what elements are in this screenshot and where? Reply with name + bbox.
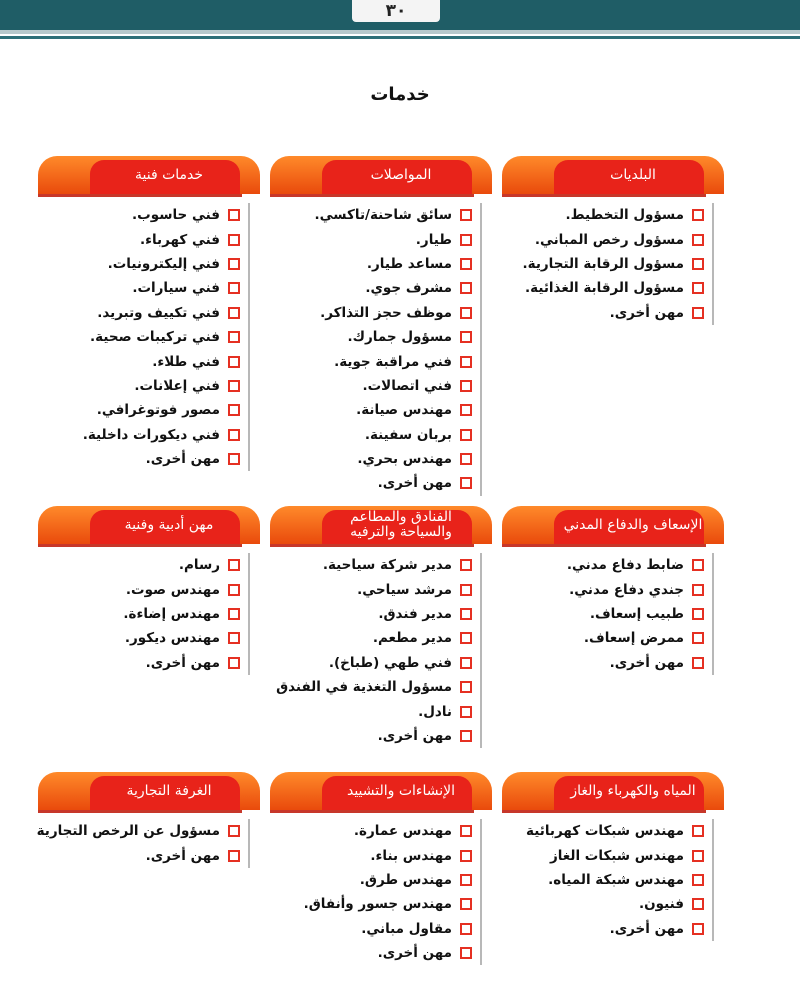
item-label: مهن أخرى. (377, 945, 452, 962)
square-bullet-icon (460, 657, 472, 669)
square-bullet-icon (692, 258, 704, 270)
item-label: مهن أخرى. (609, 304, 684, 321)
section-title: الفنادق والمطاعم والسياحة والترفيه (350, 509, 452, 540)
item-list (270, 819, 482, 965)
list-item (270, 626, 472, 650)
square-bullet-icon (460, 429, 472, 441)
list-item (270, 227, 472, 251)
square-bullet-icon (460, 923, 472, 935)
item-label: فنيون. (639, 896, 684, 913)
square-bullet-icon (228, 559, 240, 571)
list-item (38, 819, 240, 843)
square-bullet-icon (692, 923, 704, 935)
square-bullet-icon (228, 234, 240, 246)
list-item (38, 374, 240, 398)
list-item (502, 843, 704, 867)
section-title: الإسعاف والدفاع المدني (563, 516, 703, 533)
item-label: مقاول مباني. (361, 920, 452, 937)
list-item (502, 276, 704, 300)
list-item (270, 868, 472, 892)
square-bullet-icon (460, 258, 472, 270)
square-bullet-icon (692, 209, 704, 221)
section-municipalities (502, 156, 724, 325)
square-bullet-icon (460, 559, 472, 571)
item-label: مرشد سياحي. (357, 581, 452, 598)
list-item (270, 675, 472, 699)
item-label: بربان سفينة. (364, 426, 452, 443)
section-civil-defense (502, 506, 724, 675)
square-bullet-icon (460, 282, 472, 294)
list-item (502, 819, 704, 843)
list-item (38, 423, 240, 447)
list-item (270, 471, 472, 495)
item-label: مهندس شبكات الغاز (549, 847, 684, 864)
section-hotels-tourism (270, 506, 492, 748)
section-literary-arts (38, 506, 260, 675)
item-label: فني طلاء. (152, 353, 220, 370)
item-label: فني مراقبة جوية. (334, 353, 452, 370)
square-bullet-icon (228, 282, 240, 294)
list-item (270, 941, 472, 965)
square-bullet-icon (228, 825, 240, 837)
item-label: طبيب إسعاف. (589, 605, 684, 622)
square-bullet-icon (692, 307, 704, 319)
section-chamber-of-commerce (38, 772, 260, 868)
item-label: رسام. (178, 557, 220, 574)
list-item (270, 423, 472, 447)
section-title: خدمات فنية (134, 166, 204, 183)
item-label: ضابط دفاع مدني. (566, 557, 684, 574)
list-item (38, 626, 240, 650)
item-label: مهن أخرى. (609, 654, 684, 671)
item-list (270, 553, 482, 748)
list-item (502, 626, 704, 650)
list-item (270, 447, 472, 471)
square-bullet-icon (692, 234, 704, 246)
square-bullet-icon (228, 453, 240, 465)
item-label: طيار. (415, 231, 452, 248)
item-label: فني إعلانات. (134, 377, 220, 394)
list-item (270, 699, 472, 723)
item-label: مهندس صوت. (125, 581, 220, 598)
square-bullet-icon (460, 477, 472, 489)
list-item (502, 227, 704, 251)
item-label: مهندس جسور وأنفاق. (303, 896, 452, 913)
list-item (502, 651, 704, 675)
square-bullet-icon (228, 307, 240, 319)
list-item (502, 602, 704, 626)
list-item (270, 724, 472, 748)
list-item (270, 325, 472, 349)
list-item (270, 276, 472, 300)
square-bullet-icon (228, 404, 240, 416)
item-label: مهن أخرى. (145, 451, 220, 468)
square-bullet-icon (692, 584, 704, 596)
item-label: مهندس طرق. (359, 871, 452, 888)
square-bullet-icon (460, 825, 472, 837)
item-label: فني تكييف وتبريد. (97, 304, 220, 321)
square-bullet-icon (460, 404, 472, 416)
square-bullet-icon (228, 657, 240, 669)
section-header (502, 156, 724, 194)
item-label: موظف حجز التذاكر. (320, 304, 452, 321)
item-label: مهندس شبكة المياه. (548, 871, 684, 888)
item-label: مسؤول الرقابة الغذائية. (525, 280, 684, 297)
section-title: البلديات (610, 166, 656, 183)
list-item (270, 374, 472, 398)
item-label: مهندس بناء. (370, 847, 452, 864)
list-item (270, 651, 472, 675)
section-header (38, 772, 260, 810)
square-bullet-icon (228, 850, 240, 862)
item-label: مصور فوتوغرافي. (96, 402, 220, 419)
square-bullet-icon (692, 874, 704, 886)
section-header (270, 506, 492, 544)
list-item (38, 276, 240, 300)
square-bullet-icon (228, 632, 240, 644)
square-bullet-icon (692, 825, 704, 837)
item-label: نادل. (418, 703, 452, 720)
section-title: المواصلات (370, 166, 432, 183)
square-bullet-icon (460, 608, 472, 620)
section-header (502, 506, 724, 544)
list-item (502, 577, 704, 601)
list-item (38, 843, 240, 867)
square-bullet-icon (460, 706, 472, 718)
list-item (270, 917, 472, 941)
section-header (38, 506, 260, 544)
item-label: مهندس إضاءة. (123, 605, 220, 622)
list-item (38, 301, 240, 325)
item-label: ممرض إسعاف. (583, 630, 684, 647)
section-technical-services (38, 156, 260, 471)
list-item (502, 252, 704, 276)
square-bullet-icon (228, 608, 240, 620)
square-bullet-icon (460, 632, 472, 644)
item-label: مساعد طيار. (366, 255, 452, 272)
square-bullet-icon (228, 429, 240, 441)
item-label: فني حاسوب. (132, 207, 220, 224)
item-list (38, 203, 250, 471)
square-bullet-icon (460, 681, 472, 693)
list-item (38, 651, 240, 675)
list-item (270, 203, 472, 227)
item-label: فني تركيبات صحية. (90, 329, 220, 346)
square-bullet-icon (228, 331, 240, 343)
section-transportation (270, 156, 492, 496)
list-item (502, 301, 704, 325)
list-item (38, 252, 240, 276)
list-item (38, 227, 240, 251)
list-item (38, 602, 240, 626)
item-label: مدير شركة سياحية. (322, 557, 452, 574)
square-bullet-icon (460, 380, 472, 392)
item-label: جندي دفاع مدني. (569, 581, 684, 598)
section-construction (270, 772, 492, 965)
section-title: الغرفة التجارية (126, 782, 212, 799)
item-label: مسؤول عن الرخص التجارية (36, 823, 220, 840)
list-item (502, 892, 704, 916)
list-item (502, 203, 704, 227)
item-label: فني اتصالات. (362, 377, 452, 394)
item-label: مهندس ديكور. (124, 630, 220, 647)
item-label: مدير مطعم. (372, 630, 452, 647)
square-bullet-icon (460, 898, 472, 910)
list-item (270, 819, 472, 843)
square-bullet-icon (460, 209, 472, 221)
list-item (38, 203, 240, 227)
top-divider (0, 36, 800, 39)
square-bullet-icon (460, 307, 472, 319)
item-label: مهن أخرى. (145, 847, 220, 864)
item-list (38, 819, 250, 868)
item-label: مهندس بحري. (357, 451, 452, 468)
item-label: مهن أخرى. (609, 920, 684, 937)
square-bullet-icon (692, 608, 704, 620)
list-item (270, 398, 472, 422)
item-label: فني سيارات. (132, 280, 220, 297)
square-bullet-icon (460, 356, 472, 368)
list-item (270, 553, 472, 577)
section-header (38, 156, 260, 194)
list-item (502, 917, 704, 941)
square-bullet-icon (692, 282, 704, 294)
section-utilities (502, 772, 724, 941)
square-bullet-icon (460, 874, 472, 886)
page-title: خدمات (370, 84, 430, 105)
list-item (502, 868, 704, 892)
list-item (270, 602, 472, 626)
item-label: فني كهرباء. (139, 231, 220, 248)
square-bullet-icon (460, 730, 472, 742)
list-item (270, 349, 472, 373)
item-list (270, 203, 482, 496)
list-item (38, 325, 240, 349)
item-label: مهندس عمارة. (353, 823, 452, 840)
list-item (38, 349, 240, 373)
section-header (270, 772, 492, 810)
list-item (38, 553, 240, 577)
section-title: مهن أدبية وفنية (124, 516, 214, 533)
item-label: مهن أخرى. (377, 727, 452, 744)
square-bullet-icon (692, 559, 704, 571)
item-label: مسؤول الرقابة التجارية. (522, 255, 684, 272)
square-bullet-icon (460, 453, 472, 465)
item-list (502, 553, 714, 675)
item-label: مسؤول التغذية في الفندق (276, 679, 452, 696)
item-label: سائق شاحنة/تاكسي. (314, 207, 452, 224)
section-header (502, 772, 724, 810)
item-label: مسؤول رخص المباني. (534, 231, 684, 248)
item-label: مهن أخرى. (377, 475, 452, 492)
square-bullet-icon (692, 657, 704, 669)
item-label: مسؤول جمارك. (347, 329, 452, 346)
item-label: مهندس صيانة. (356, 402, 452, 419)
item-label: مسؤول التخطيط. (565, 207, 684, 224)
square-bullet-icon (228, 356, 240, 368)
list-item (270, 892, 472, 916)
page-number: ٣٠ (352, 0, 440, 22)
list-item (270, 843, 472, 867)
square-bullet-icon (460, 947, 472, 959)
item-list (502, 203, 714, 325)
section-title: المياه والكهرباء والغاز (570, 782, 696, 799)
square-bullet-icon (228, 380, 240, 392)
item-label: مهن أخرى. (145, 654, 220, 671)
section-title: الإنشاءات والتشييد (346, 782, 456, 799)
list-item (270, 577, 472, 601)
square-bullet-icon (692, 632, 704, 644)
list-item (38, 577, 240, 601)
list-item (38, 447, 240, 471)
item-label: مهندس شبكات كهربائية (526, 823, 684, 840)
square-bullet-icon (460, 331, 472, 343)
list-item (38, 398, 240, 422)
square-bullet-icon (228, 209, 240, 221)
item-label: فني طهي (طباخ). (328, 654, 452, 671)
square-bullet-icon (460, 234, 472, 246)
item-list (38, 553, 250, 675)
list-item (270, 301, 472, 325)
item-list (502, 819, 714, 941)
item-label: فني ديكورات داخلية. (82, 426, 220, 443)
square-bullet-icon (460, 850, 472, 862)
item-label: مدير فندق. (378, 605, 452, 622)
list-item (270, 252, 472, 276)
list-item (502, 553, 704, 577)
square-bullet-icon (692, 898, 704, 910)
item-label: مشرف جوي. (365, 280, 452, 297)
square-bullet-icon (228, 584, 240, 596)
square-bullet-icon (228, 258, 240, 270)
item-label: فني إليكترونيات. (107, 255, 220, 272)
square-bullet-icon (460, 584, 472, 596)
square-bullet-icon (692, 850, 704, 862)
top-bar (0, 0, 800, 34)
section-header (270, 156, 492, 194)
